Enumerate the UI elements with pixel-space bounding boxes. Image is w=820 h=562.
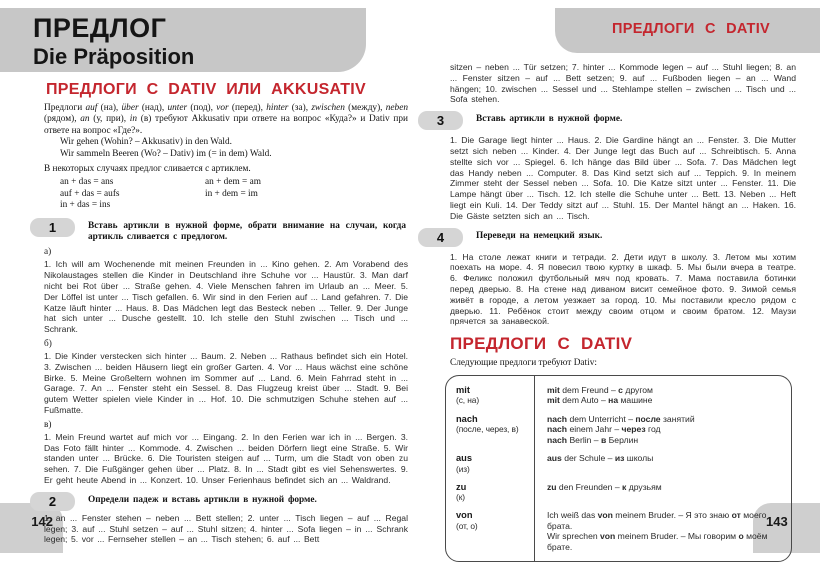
exercise-1-instruction: Вставь артикли в нужной форме, обрати внимание на случаи, когда артикль сливается с предлогом. (88, 220, 406, 243)
dativ-prepositions-table (445, 375, 792, 562)
table-row-zu (446, 478, 791, 507)
page-right (410, 0, 820, 553)
example-sentence-dativ: Wir sammeln Beeren (Wo? – Dativ) im (= in dem) Wald. (60, 148, 272, 159)
exercise-4-instruction: Переведи на немецкий язык. (476, 230, 603, 241)
left-page-content (0, 81, 410, 545)
intro-paragraph: Предлоги auf (на), über (над), unter (под), vor (перед), hinter (за), zwischen (между), neben (рядом), an (у, при), in (в) требуют Akkusativ при ответе на вопрос «Куда?» и Dativ при ответе на вопрос «Где?». (44, 103, 408, 136)
preposition-word: von (456, 510, 473, 521)
exercise-1-part-a-text: 1. Ich will am Wochenende mit meinen Freunden in ... Kino gehen. 2. Am Vorabend des Nikolaustages stellen die Kinder in Deutschland ihre Schuhe vor ... Haustür. 3. Man darf nicht bei Rot über ... Straße gehen. 4. Viele Menschen fahren im Urlaub an ... Meer. 5. Der Löffel ist unter ... Tisch gefallen. 6. Wir sind in den Ferien auf ... Land gefahren. 7. Die Katze läuft hinter ... Haus. 8. Das Mädchen legt das Besteck neben ... Teller. 9. Der Junge hat sich unter ... Dusche gestellt. 10. Ich stelle den Stuhl zwischen ... Tisch und ... Schrank. (44, 259, 408, 335)
table-row-mit (446, 376, 791, 410)
exercise-4-header (410, 228, 820, 247)
examples-cell (535, 410, 791, 450)
chapter-title-box (0, 8, 366, 72)
preposition-word: mit (456, 384, 470, 395)
exercise-2-instruction: Определи падеж и вставь артикли в нужной форме. (88, 494, 317, 505)
exercise-2-continued-text: sitzen – neben ... Tür setzen; 7. hinter ... Kommode legen – auf ... Stuhl liegen; 8. an ... Fenster sitzen – auf ... Bett setzen; 9. auf ... Fußboden liegen – an ... Wand hängen; 10. zwischen ... Sessel und ... Stehlampe stellen – zwischen ... Tisch und ... Sofa stehen. (450, 62, 796, 105)
chapter-title: ПРЕДЛОГ (33, 13, 167, 43)
page-number: 143 (766, 514, 788, 529)
contraction-item: auf + das = aufs (60, 188, 120, 199)
preposition-cell (446, 449, 535, 478)
example-line: Ich weiß das von meinem Bruder. – Я это знаю от моего брата. (547, 510, 767, 531)
example-line: nach Berlin – в Берлин (547, 434, 639, 445)
preposition-word: zu (456, 481, 467, 492)
section-heading-dativ-akkusativ: ПРЕДЛОГИ С DATIV ИЛИ AKKUSATIV (46, 81, 367, 98)
exercise-1-part-v-label: в) (44, 419, 52, 430)
examples-cell (535, 449, 791, 478)
exercise-3-header (410, 111, 820, 130)
preposition-cell (446, 376, 535, 410)
right-page-content (410, 62, 820, 562)
contraction-item: in + das = ins (60, 200, 111, 211)
exercise-1-part-a-label: а) (44, 247, 52, 258)
preposition-meaning: (после, через, в) (456, 424, 519, 435)
preposition-word: nach (456, 413, 478, 424)
table-row-nach (446, 410, 791, 450)
page-number: 142 (31, 514, 53, 529)
chapter-subtitle: Die Präposition (33, 44, 195, 69)
page-left (0, 0, 410, 553)
contraction-item: an + das = ans (60, 177, 114, 188)
preposition-meaning: (из) (456, 463, 470, 474)
exercise-4-number-tab: 4 (418, 228, 463, 247)
preposition-meaning: (к) (456, 492, 465, 503)
example-line: mit dem Freund – с другом (547, 384, 653, 395)
exercise-2-header (0, 492, 410, 511)
example-line: nach dem Unterricht – после занятий (547, 413, 695, 424)
contraction-item: an + dem = am (205, 177, 261, 188)
article-merge-note: В некоторых случаях предлог сливается с артиклем. (44, 164, 251, 175)
example-sentence-akkusativ: Wir gehen (Wohin? – Akkusativ) in den Wald. (60, 137, 232, 148)
contractions-column-1 (60, 177, 170, 211)
section-heading-dativ: ПРЕДЛОГИ С DATIV (450, 334, 633, 354)
contraction-item: in + dem = im (205, 188, 258, 199)
preposition-cell (446, 478, 535, 507)
contractions-block (60, 177, 410, 211)
preposition-cell (446, 410, 535, 450)
example-line: Wir sprechen von meinem Bruder. – Мы говорим о моём брате. (547, 531, 768, 552)
exercise-1-part-b-text: 1. Die Kinder verstecken sich hinter ... Baum. 2. Neben ... Rathaus befindet sich ein Hotel. 3. Zwischen ... beiden Häusern liegt ein großer Garten. 4. Vor ... Haus wächst eine schöne Birke. 5. Meine Großeltern wohnen im Sommer auf ... Land. 6. Mein Fahrrad steht in ... Garage. 7. An ... Fenster steht ein Sessel. 8. Das Flugzeug kreist über ... Stadt. 9. Bei gutem Wetter spielen viele Kinder in ... Hof. 10. Die schmutzigen Schuhe stehen auf ... Fußmatte. (44, 351, 408, 416)
example-line: zu den Freunden – к друзьям (547, 481, 662, 492)
exercise-1-part-b-label: б) (44, 339, 52, 350)
contractions-column-2 (205, 177, 261, 211)
preposition-word: aus (456, 453, 473, 464)
exercise-3-instruction: Вставь артикли в нужной форме. (476, 114, 623, 125)
running-head-band (555, 8, 820, 53)
exercise-3-text: 1. Die Garage liegt hinter ... Haus. 2. Die Gardine hängt an ... Fenster. 3. Die Mutter setzt sich neben ... Kinder. 4. Der Junge legt das Buch auf ... Schreibtisch. 5. Anna stellte sich vor ... Spiegel. 6. Ich hänge das Bild über ... Sofa. 7. Das Mädchen legt das Handy neben ... Computer. 8. Das Kind setzt sich auf ... Teppich. 9. In meinem Zimmer steht der Sessel neben ... Sofa. 10. Die Katze sitzt unter ... Fenster. 11. Die Lampe hängt über ... Tisch. 12. Ich stelle die Schuhe unter ... Bett. 13. Neben ... Heft liegt ein Kuli. 14. Der Teddy sitzt auf ... Stuhl. 15. Der Mantel hängt an ... Haken. 16. Die Gäste setzten sich an ... Tisch. (450, 135, 796, 221)
exercise-1-number-tab: 1 (30, 218, 75, 237)
examples-cell (535, 376, 791, 410)
table-row-aus (446, 449, 791, 478)
dativ-lead-sentence: Следующие предлоги требуют Dativ: (450, 358, 597, 369)
exercise-4-text: 1. На столе лежат книги и тетради. 2. Дети идут в школу. 3. Летом мы хотим поехать на море. 4. Я повесил твою куртку в шкаф. 5. Мы были вчера в театре. 6. Феликс положил футбольный мяч под кровать. 7. Мама поставила ботинки перед дверью. 8. На стене над диваном висит семейное фото. 9. Зимой семья живёт в городе, а летом уезжает за город. 10. Мы поставили кресло рядом с дверью. 11. Ребёнок стоит между своим отцом и своим братом. 12. Маузи прячется за занавеской. (450, 251, 796, 327)
exercise-2-text: 1. an ... Fenster stehen – neben ... Bett stellen; 2. unter ... Tisch liegen – auf ... Regal legen; 3. auf ... Stuhl setzen – auf ... Stuhl sitzen; 4. hinter ... Sofa liegen – in ... Schrank legen; 5. vor ... Fernseher stellen – an ... Tisch stehen; 6. auf ... Bett (44, 512, 408, 545)
exercise-3-number-tab: 3 (418, 111, 463, 130)
example-line: mit dem Auto – на машине (547, 395, 653, 406)
examples-cell (535, 478, 791, 507)
example-line: aus der Schule – из школы (547, 453, 654, 464)
example-line: nach einem Jahr – через год (547, 424, 661, 435)
exercise-1-part-v-text: 1. Mein Freund wartet auf mich vor ... Eingang. 2. In den Ferien war ich in ... Bergen. 3. Das Foto fällt hinter ... Kommode. 4. Zwischen ... beiden Dörfern liegt eine Straße. 5. Wir standen unter ... Brücke. 6. Die Touristen steigen auf ... Turm, um die Stadt von oben zu sehen. 7. Die Fußgänger gehen über ... Platz. 8. In ... Stadt gibt es viel Sehenswertes. 9. Er geht heute Abend in ... Konzert. 10. Unser Ferienhaus befindet sich an ... Waldrand. (44, 431, 408, 486)
exercise-1-header (0, 218, 410, 244)
preposition-meaning: (с, на) (456, 395, 480, 406)
preposition-meaning: (от, о) (456, 520, 478, 531)
running-head: ПРЕДЛОГИ С DATIV (612, 21, 770, 37)
exercise-2-number-tab: 2 (30, 492, 75, 511)
